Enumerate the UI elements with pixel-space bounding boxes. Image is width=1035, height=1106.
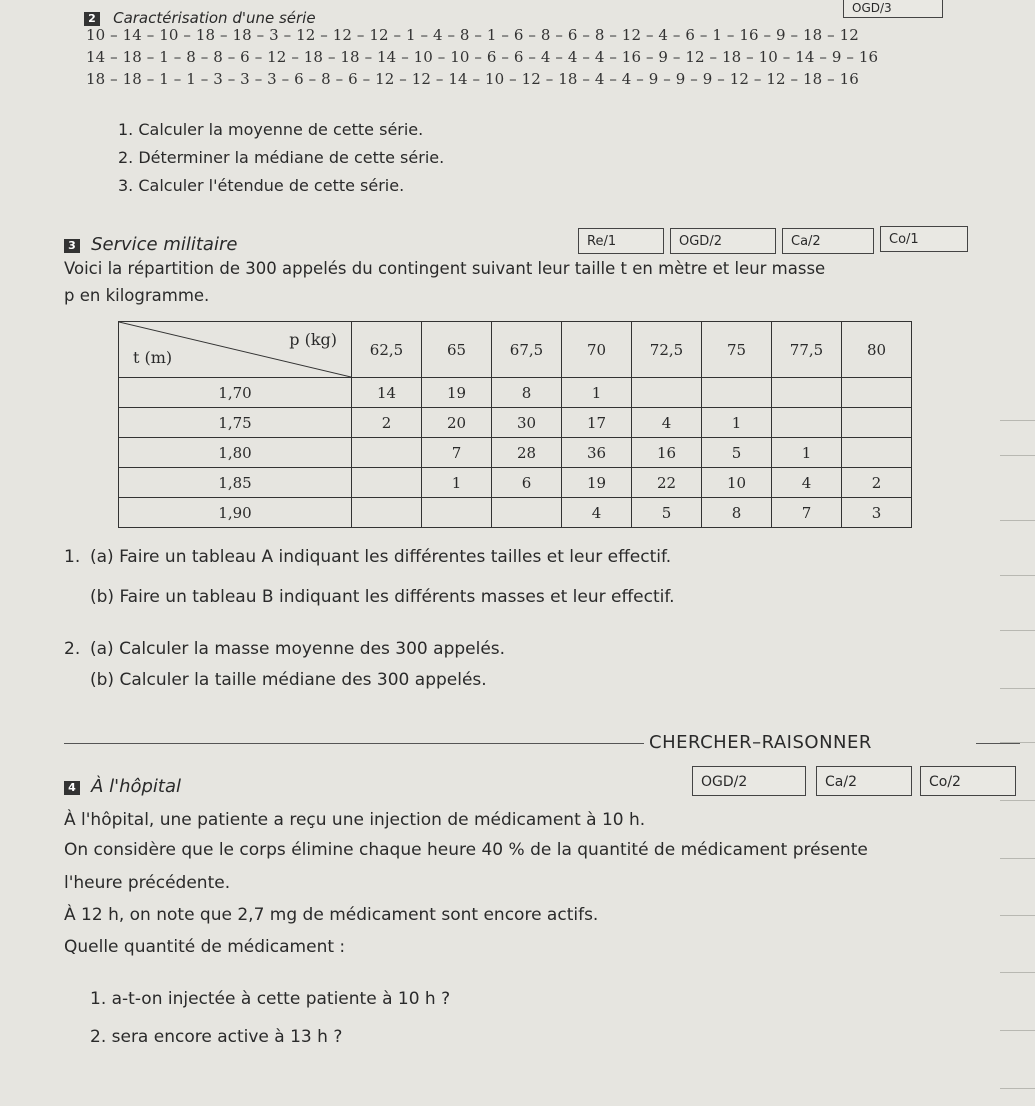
diagonal-header-cell — [119, 322, 352, 378]
table-row — [119, 468, 912, 498]
table-cell — [842, 378, 912, 408]
table-cell: 28 — [492, 438, 562, 468]
table-cell: 36 — [562, 438, 632, 468]
table-cell: 19 — [562, 468, 632, 498]
table-cell: 22 — [632, 468, 702, 498]
table-cell — [772, 378, 842, 408]
section-rule — [64, 743, 644, 744]
table-cell: 5 — [702, 438, 772, 468]
table-cell: 17 — [562, 408, 632, 438]
section-heading: CHERCHER–RAISONNER — [649, 732, 872, 753]
intro-text: Voici la répartition de 300 appelés du contingent suivant leur taille t en mètre et leur masse — [64, 259, 826, 278]
exercise-number-badge: 4 — [64, 781, 80, 795]
table-cell: 7 — [772, 498, 842, 528]
question: (b) Calculer la taille médiane des 300 appelés. — [90, 670, 487, 690]
exercise-number-badge: 2 — [84, 12, 100, 26]
table-cell: 1 — [562, 378, 632, 408]
table-cell: 10 — [702, 468, 772, 498]
table-cell: 4 — [562, 498, 632, 528]
exercise-4-header — [64, 776, 181, 797]
table-cell: 7 — [422, 438, 492, 468]
height-axis-label: t (m) — [133, 348, 173, 367]
table-cell: 14 — [352, 378, 422, 408]
competence-badge: Re/1 — [578, 228, 664, 254]
table-cell: 1 — [422, 468, 492, 498]
mass-axis-label: p (kg) — [289, 330, 337, 349]
question: (a) Faire un tableau A indiquant les différentes tailles et leur effectif. — [90, 547, 672, 567]
exercise-title: Service militaire — [91, 234, 238, 255]
series-line: 14 – 18 – 1 – 8 – 8 – 6 – 12 – 18 – 18 – 14 – 10 – 10 – 6 – 6 – 4 – 4 – 4 – 16 – 9 – 12 – 18 – 10 – 14 – 9 – 16 — [86, 48, 879, 66]
table-cell: 20 — [422, 408, 492, 438]
table-cell: 19 — [422, 378, 492, 408]
table-cell — [772, 408, 842, 438]
exercise-3-header — [64, 234, 237, 255]
row-header: 1,75 — [119, 408, 352, 438]
column-header: 80 — [842, 322, 912, 378]
table-cell: 8 — [702, 498, 772, 528]
notebook-lines — [1000, 0, 1035, 1106]
body-text: l'heure précédente. — [64, 873, 231, 893]
table-row — [119, 378, 912, 408]
section-rule — [976, 743, 1020, 744]
question: 3. Calculer l'étendue de cette série. — [118, 176, 405, 195]
table-cell: 6 — [492, 468, 562, 498]
table-cell: 3 — [842, 498, 912, 528]
competence-badge: Co/1 — [880, 226, 968, 252]
table-cell: 30 — [492, 408, 562, 438]
question: 1. Calculer la moyenne de cette série. — [118, 120, 424, 139]
body-text: À 12 h, on note que 2,7 mg de médicament sont encore actifs. — [64, 905, 599, 925]
competence-badge: Ca/2 — [782, 228, 874, 254]
table-row — [119, 498, 912, 528]
question: (a) Calculer la masse moyenne des 300 appelés. — [90, 639, 506, 659]
row-header: 1,90 — [119, 498, 352, 528]
table-cell: 4 — [772, 468, 842, 498]
series-line: 10 – 14 – 10 – 18 – 18 – 3 – 12 – 12 – 12 – 1 – 4 – 8 – 1 – 6 – 8 – 6 – 8 – 12 – 4 – 6 – 1 – 16 – 9 – 18 – 12 — [86, 26, 859, 44]
table-cell: 2 — [352, 408, 422, 438]
table-cell — [352, 468, 422, 498]
table-cell: 5 — [632, 498, 702, 528]
table-row — [119, 438, 912, 468]
column-header: 65 — [422, 322, 492, 378]
row-header: 1,70 — [119, 378, 352, 408]
table-cell — [422, 498, 492, 528]
table-cell — [842, 438, 912, 468]
body-text: Quelle quantité de médicament : — [64, 937, 346, 957]
question: 2. Déterminer la médiane de cette série. — [118, 148, 445, 167]
table-header-row — [119, 322, 912, 378]
competence-badge: Co/2 — [920, 766, 1016, 796]
table-cell — [352, 438, 422, 468]
exercise-title: Caractérisation d'une série — [113, 9, 316, 27]
row-header: 1,80 — [119, 438, 352, 468]
column-header: 70 — [562, 322, 632, 378]
table-cell — [352, 498, 422, 528]
exercise-number-badge: 3 — [64, 239, 80, 253]
question: 2. sera encore active à 13 h ? — [90, 1027, 343, 1047]
question-number: 2. — [64, 639, 81, 659]
column-header: 75 — [702, 322, 772, 378]
table-cell — [702, 378, 772, 408]
question-number: 1. — [64, 547, 81, 567]
column-header: 77,5 — [772, 322, 842, 378]
body-text: À l'hôpital, une patiente a reçu une injection de médicament à 10 h. — [64, 810, 646, 830]
intro-text: p en kilogramme. — [64, 286, 210, 305]
exercise-2-header — [84, 8, 316, 27]
table-cell — [842, 408, 912, 438]
column-header: 72,5 — [632, 322, 702, 378]
table-cell: 8 — [492, 378, 562, 408]
row-header: 1,85 — [119, 468, 352, 498]
question: (b) Faire un tableau B indiquant les différents masses et leur effectif. — [90, 587, 675, 607]
column-header: 67,5 — [492, 322, 562, 378]
distribution-table — [118, 321, 912, 528]
table-cell — [492, 498, 562, 528]
competence-badge: OGD/3 — [843, 0, 943, 18]
competence-badge: OGD/2 — [670, 228, 776, 254]
body-text: On considère que le corps élimine chaque heure 40 % de la quantité de médicament présente — [64, 840, 868, 860]
table-cell — [632, 378, 702, 408]
table-cell: 2 — [842, 468, 912, 498]
table-row — [119, 408, 912, 438]
table-cell: 16 — [632, 438, 702, 468]
question: 1. a-t-on injectée à cette patiente à 10 h ? — [90, 989, 451, 1009]
table-cell: 4 — [632, 408, 702, 438]
series-line: 18 – 18 – 1 – 1 – 3 – 3 – 3 – 6 – 8 – 6 – 12 – 12 – 14 – 10 – 12 – 18 – 4 – 4 – 9 – 9 – 9 – 12 – 12 – 18 – 16 — [86, 70, 859, 88]
competence-badge: OGD/2 — [692, 766, 806, 796]
competence-badge: Ca/2 — [816, 766, 912, 796]
exercise-title: À l'hôpital — [91, 776, 182, 797]
column-header: 62,5 — [352, 322, 422, 378]
table-cell: 1 — [772, 438, 842, 468]
table-cell: 1 — [702, 408, 772, 438]
